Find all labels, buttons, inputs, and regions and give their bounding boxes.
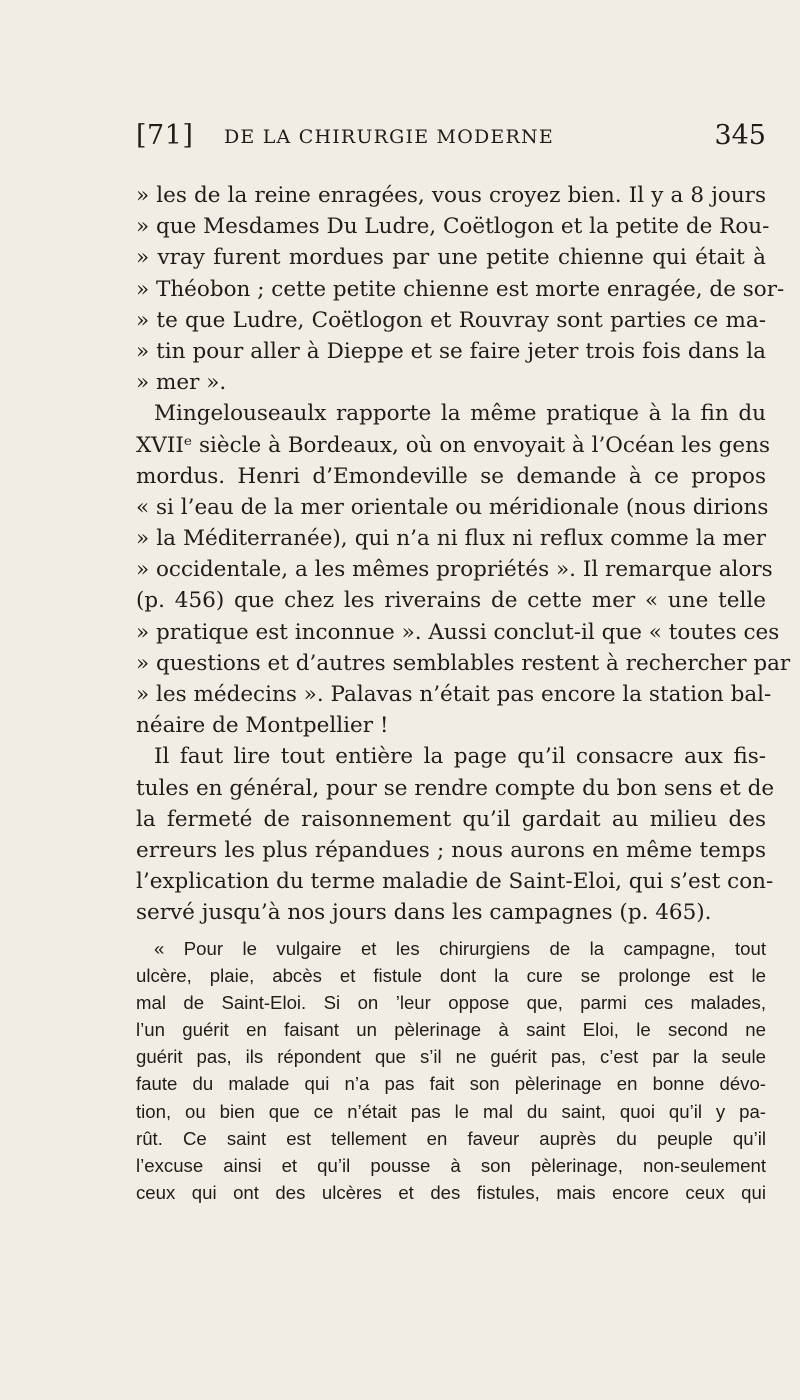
page-header (136, 120, 766, 160)
text-line: » Théobon ; cette petite chienne est morte enragée, de sor- (136, 276, 785, 302)
text-line: » que Mesdames Du Ludre, Coëtlogon et la petite de Rou- (136, 214, 770, 240)
text-line: « si l’eau de la mer orientale ou méridionale (nous dirions (136, 494, 769, 520)
text-line: XVIIᵉ siècle à Bordeaux, où on envoyait à l’Océan les gens (136, 432, 771, 458)
book-page (136, 120, 791, 1204)
text-line: tules en général, pour se rendre compte du bon sens et de (136, 775, 775, 801)
text-line: (p. 456) que chez les riverains de cette mer « une telle (136, 588, 766, 614)
text-line: » vray furent mordues par une petite chienne qui était à (136, 245, 766, 271)
quotation-block (136, 935, 766, 1207)
text-line: » pratique est inconnue ». Aussi conclut-il que « toutes ces (136, 619, 780, 645)
text-line: » te que Ludre, Coëtlogon et Rouvray sont parties ce ma- (136, 307, 766, 333)
quote-line: ulcère, plaie, abcès et fistule dont la cure se prolonge est le (136, 964, 766, 986)
text-line: erreurs les plus répandues ; nous aurons en même temps (136, 837, 766, 863)
running-title: DE LA CHIRURGIE MODERNE (224, 126, 554, 148)
text-line: mordus. Henri d’Emondeville se demande à ce propos (136, 463, 766, 489)
quote-line: mal de Saint-Eloi. Si on ’leur oppose que, parmi ces malades, (136, 991, 766, 1013)
text-line: » tin pour aller à Dieppe et se faire jeter trois fois dans la (136, 338, 766, 364)
text-line: » la Méditerranée), qui n’a ni flux ni reflux comme la mer (136, 526, 766, 552)
text-line: » mer ». (136, 370, 227, 396)
quote-line: faute du malade qui n’a pas fait son pèlerinage en bonne dévo- (136, 1073, 766, 1095)
text-line: Il faut lire tout entière la page qu’il consacre aux fis- (154, 744, 766, 770)
text-line: servé jusqu’à nos jours dans les campagnes (p. 465). (136, 900, 712, 926)
text-line: Mingelouseaulx rapporte la même pratique à la fin du (154, 401, 766, 427)
text-line: » les médecins ». Palavas n’était pas encore la station bal- (136, 682, 772, 707)
quote-line: « Pour le vulgaire et les chirurgiens de la campagne, tout (154, 937, 766, 959)
quote-line: l’excuse ainsi et qu’il pousse à son pèlerinage, non-seulement (136, 1155, 766, 1176)
text-line: » occidentale, a les mêmes propriétés ». Il remarque alors (136, 557, 773, 583)
quote-line: guérit pas, ils répondent que s’il ne guérit pas, c’est par la seule (136, 1046, 766, 1068)
quote-line: ceux qui ont des ulcères et des fistules, mais encore ceux qui (136, 1182, 766, 1204)
text-line: néaire de Montpellier ! (136, 713, 389, 739)
quote-line: rût. Ce saint est tellement en faveur auprès du peuple qu’il (136, 1127, 766, 1149)
quote-line: tion, ou bien que ce n’était pas le mal du saint, quoi qu’il y pa- (136, 1100, 766, 1122)
text-line: » les de la reine enragées, vous croyez bien. Il y a 8 jours (136, 183, 766, 208)
main-text (136, 180, 791, 1206)
page-number: 345 (714, 120, 766, 151)
text-line: la fermeté de raisonnement qu’il gardait au milieu des (136, 806, 766, 832)
quote-line: l’un guérit en faisant un pèlerinage à saint Eloi, le second ne (136, 1019, 766, 1041)
page-reference: [71] (136, 120, 194, 151)
text-line: l’explication du terme maladie de Saint-Eloi, qui s’est con- (136, 869, 774, 895)
text-line: » questions et d’autres semblables restent à rechercher par (136, 650, 791, 676)
